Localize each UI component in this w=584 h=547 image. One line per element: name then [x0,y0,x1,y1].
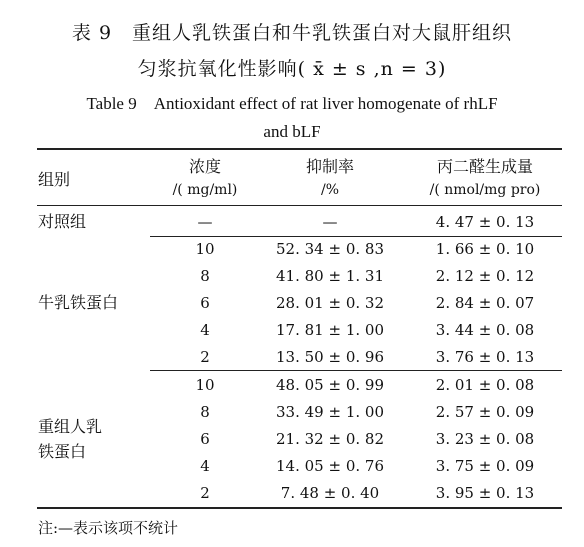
control-mda: 4. 47 ± 0. 13 [435,213,535,231]
rhlf-row-inhibition: 48. 05 ± 0. 99 [276,376,384,394]
blf-row-inhibition: 41. 80 ± 1. 31 [276,267,384,285]
header-concentration-unit: /( mg/ml) [172,182,238,198]
rhlf-row-concentration: 8 [200,403,210,421]
bottom-rule [37,507,562,509]
header-mda: 丙二醛生成量 [436,157,534,176]
header-concentration: 浓度 [188,157,222,176]
blf-row-mda: 2. 84 ± 0. 07 [435,294,535,312]
blf-row-concentration: 2 [200,348,210,366]
blf-rule [150,370,562,371]
blf-row-concentration: 4 [200,321,210,339]
rhlf-row-inhibition: 7. 48 ± 0. 40 [280,484,380,502]
rhlf-row-concentration: 6 [200,430,210,448]
table-caption-en-line1: Table 9 Antioxidant effect of rat liver homogenate of rhLF [86,94,498,113]
blf-row-inhibition: 13. 50 ± 0. 96 [276,348,384,366]
rhlf-row-concentration: 10 [195,376,215,394]
table-caption-en-line2: and bLF [263,122,321,141]
header-inhibition-unit: /% [320,182,340,198]
blf-group-label: 牛乳铁蛋白 [38,293,119,312]
header-group: 组别 [38,170,71,189]
rhlf-row-inhibition: 14. 05 ± 0. 76 [276,457,384,475]
rhlf-row-mda: 3. 23 ± 0. 08 [435,430,535,448]
control-inhibition: — [322,213,338,231]
blf-row-concentration: 10 [195,240,215,258]
blf-row-mda: 2. 12 ± 0. 12 [435,267,535,285]
rhlf-row-inhibition: 21. 32 ± 0. 82 [276,430,384,448]
table-caption-cn-line1: 表 9 重组人乳铁蛋白和牛乳铁蛋白对大鼠肝组织 [71,22,513,44]
rhlf-row-inhibition: 33. 49 ± 1. 00 [276,403,384,421]
header-inhibition: 抑制率 [305,157,355,176]
blf-row-concentration: 6 [200,294,210,312]
blf-row-mda: 3. 76 ± 0. 13 [435,348,535,366]
rhlf-row-mda: 3. 75 ± 0. 09 [435,457,535,475]
blf-row-concentration: 8 [200,267,210,285]
control-rule [150,236,562,237]
top-rule [37,148,562,150]
rhlf-row-mda: 2. 01 ± 0. 08 [435,376,535,394]
header-rule [37,205,562,206]
blf-row-mda: 1. 66 ± 0. 10 [435,240,535,258]
header-mda-unit: /( nmol/mg pro) [429,182,541,198]
blf-row-mda: 3. 44 ± 0. 08 [435,321,535,339]
table-footnote: 注:—表示该项不统计 [38,519,179,537]
rhlf-group-label-line2: 铁蛋白 [38,442,87,461]
blf-row-inhibition: 17. 81 ± 1. 00 [276,321,384,339]
blf-row-inhibition: 52. 34 ± 0. 83 [276,240,384,258]
rhlf-group-label-line1: 重组人乳 [38,417,103,436]
table-caption-cn-line2: 匀浆抗氧化性影响( x̄ ± s ,n = 3) [137,58,447,80]
blf-row-inhibition: 28. 01 ± 0. 32 [276,294,384,312]
rhlf-row-mda: 2. 57 ± 0. 09 [435,403,535,421]
rhlf-row-concentration: 2 [200,484,210,502]
rhlf-row-mda: 3. 95 ± 0. 13 [435,484,535,502]
control-concentration: — [197,213,213,231]
control-group-label: 对照组 [38,212,87,231]
rhlf-row-concentration: 4 [200,457,210,475]
